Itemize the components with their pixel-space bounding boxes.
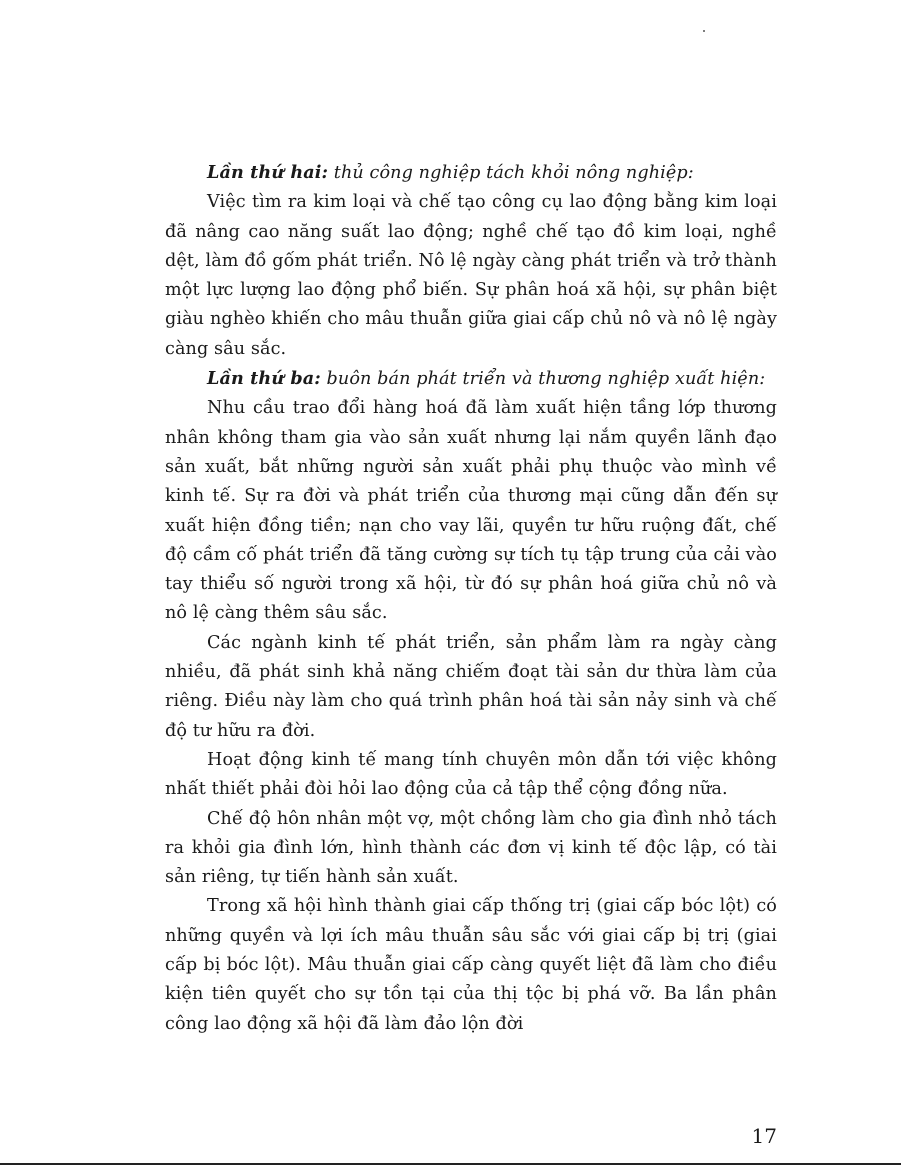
paragraph: Các ngành kinh tế phát triển, sản phẩm làm ra ngày càng nhiều, đã phát sinh khả năng chiếm đoạt tài sản dư thừa làm của riêng. Điều này làm cho quá trình phân hoá tài sản nảy sinh và chế độ tư hữu ra đời. bbox=[165, 632, 777, 741]
heading-label: Lần thứ ba: bbox=[207, 368, 321, 390]
page-number: 17 bbox=[751, 1124, 777, 1148]
bottom-rule bbox=[0, 1163, 901, 1165]
heading-second-division bbox=[165, 158, 777, 188]
body-text bbox=[165, 158, 777, 1039]
heading-text: thủ công nghiệp tách khỏi nông nghiệp: bbox=[328, 163, 694, 183]
paragraph: Nhu cầu trao đổi hàng hoá đã làm xuất hiện tầng lớp thương nhân không tham gia vào sản xuất nhưng lại nắm quyền lãnh đạo sản xuất, bắt những người sản xuất phải phụ thuộc vào mình về kinh tế. Sự ra đời và phát triển của thương mại cũng dẫn đến sự xuất hiện đồng tiền; nạn cho vay lãi, quyền tư hữu ruộng đất, chế độ cầm cố phát triển đã tăng cường sự tích tụ tập trung của cải vào tay thiểu số người trong xã hội, từ đó sự phân hoá giữa chủ nô và nô lệ càng thêm sâu sắc. bbox=[165, 398, 777, 624]
paragraph: Chế độ hôn nhân một vợ, một chồng làm cho gia đình nhỏ tách ra khỏi gia đình lớn, hình thành các đơn vị kinh tế độc lập, có tài sản riêng, tự tiến hành sản xuất. bbox=[165, 808, 777, 888]
heading-label: Lần thứ hai: bbox=[207, 162, 329, 183]
paragraph: Trong xã hội hình thành giai cấp thống trị (giai cấp bóc lột) có những quyền và lợi ích mâu thuẫn sâu sắc với giai cấp bị trị (giai cấp bị bóc lột). Mâu thuẫn giai cấp càng quyết liệt đã làm cho điều kiện tiên quyết cho sự tồn tại của thị tộc bị phá vỡ. Ba lần phân công lao động xã hội đã làm đảo lộn đời bbox=[165, 896, 777, 1034]
paragraph: Việc tìm ra kim loại và chế tạo công cụ lao động bằng kim loại đã nâng cao năng suất lao động; nghề chế tạo đồ kim loại, nghề dệt, làm đồ gốm phát triển. Nô lệ ngày càng phát triển và trở thành một lực lượng lao động phổ biến. Sự phân hoá xã hội, sự phân biệt giàu nghèo khiến cho mâu thuẫn giữa giai cấp chủ nô và nô lệ ngày càng sâu sắc. bbox=[165, 192, 777, 359]
heading-text: buôn bán phát triển và thương nghiệp xuất hiện: bbox=[320, 369, 766, 390]
paragraph: Hoạt động kinh tế mang tính chuyên môn dẫn tới việc không nhất thiết phải đòi hỏi lao động của cả tập thể cộng đồng nữa. bbox=[165, 749, 777, 800]
scan-speck bbox=[703, 30, 705, 32]
heading-third-division bbox=[165, 364, 777, 394]
